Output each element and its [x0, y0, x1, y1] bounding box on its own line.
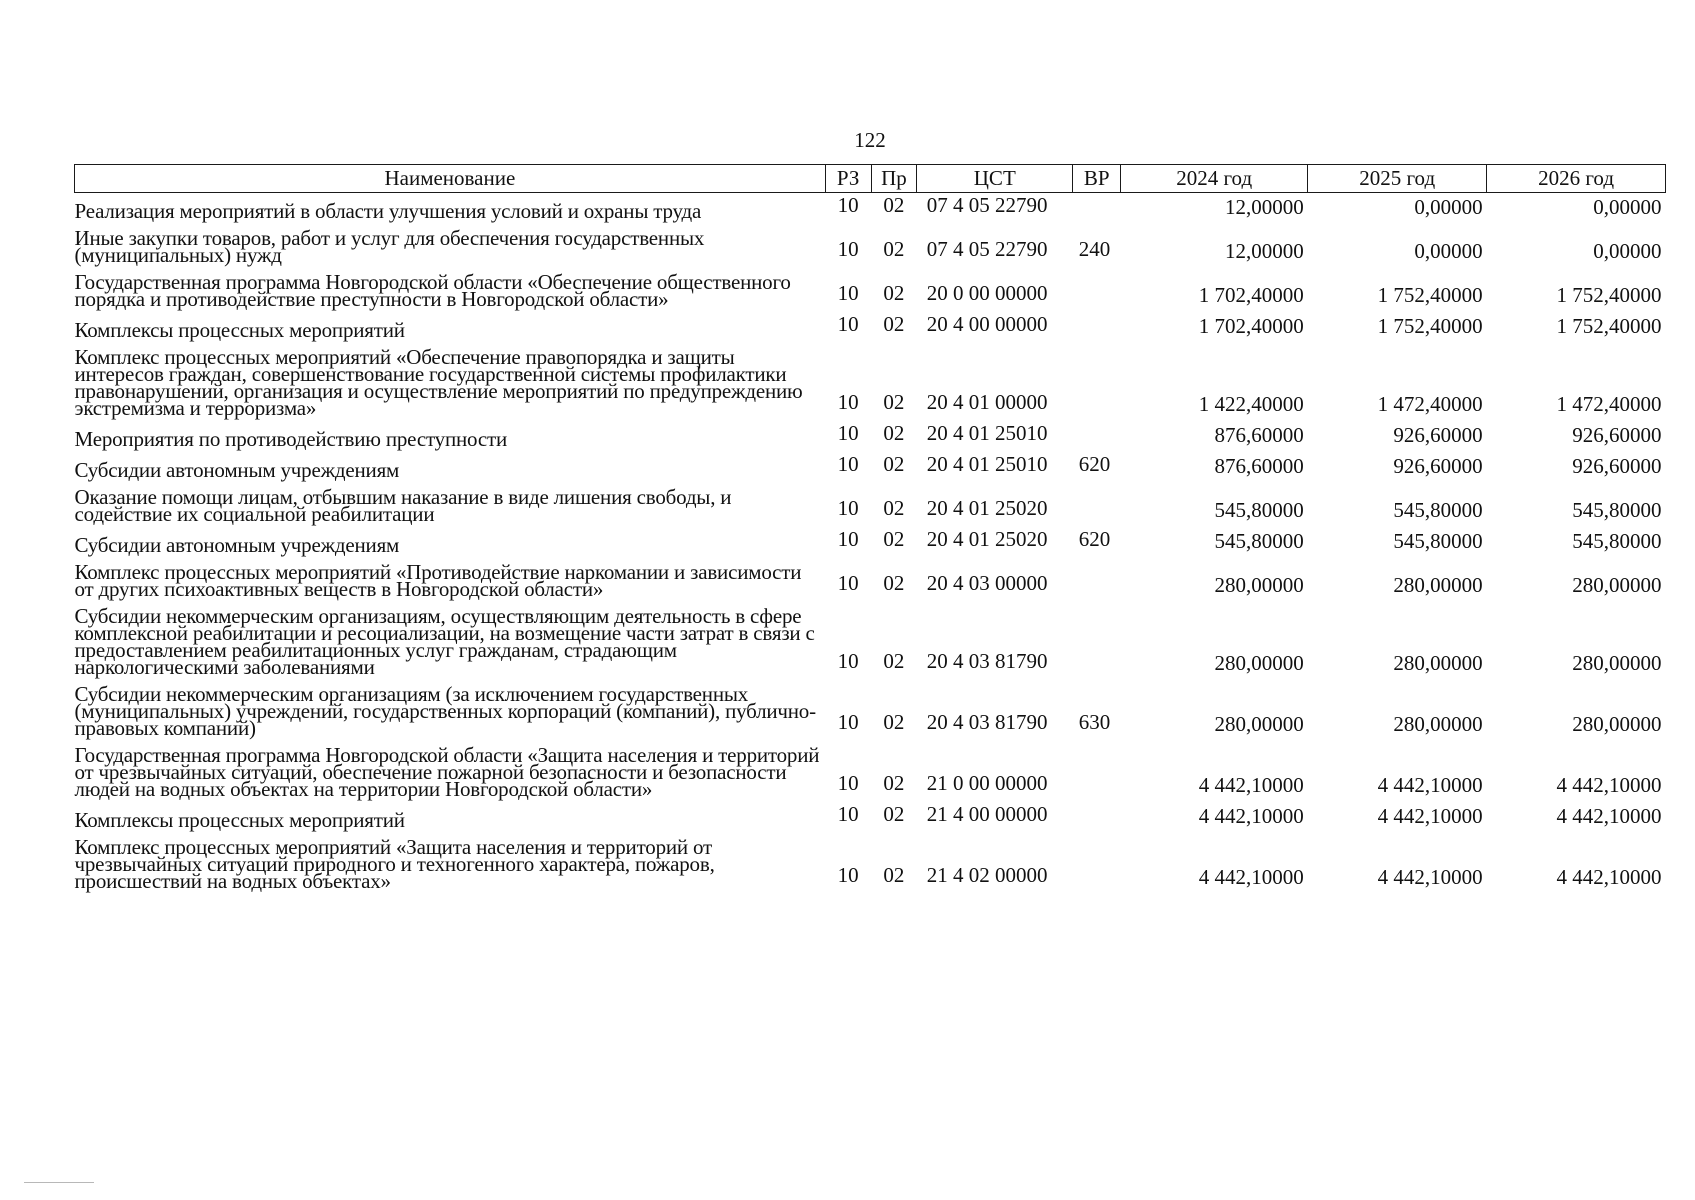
header-vr: ВР	[1073, 165, 1121, 193]
cell-name: Государственная программа Новгородской области «Защита населения и территорий от чрезвычайных ситуаций, обеспечение пожарной безопасности и безопасности людей на водных объектах на территории Новгородской области»	[74, 743, 820, 801]
cell-name: Реализация мероприятий в области улучшения условий и охраны труда	[74, 199, 702, 223]
cell-2024: 12,00000	[1225, 239, 1304, 263]
cell-name: Субсидии некоммерческим организациям (за исключением государственных (муниципальных) учреждений, государственных корпораций (компаний), публично-правовых компаний)	[74, 682, 816, 740]
cell-vr	[1073, 343, 1121, 421]
cell-2025: 926,60000	[1393, 454, 1483, 478]
cell-vr	[1073, 483, 1121, 527]
scan-artifact-line	[24, 1182, 94, 1183]
table-row	[75, 741, 1666, 802]
table-body	[75, 193, 1666, 895]
cell-cst: 20 4 01 00000	[926, 390, 1048, 414]
cell-name: Субсидии некоммерческим организациям, осуществляющим деятельность в сфере комплексной реабилитации и ресоциализации, на возмещение части затрат в связи с предоставлением реабилитационных услуг гражданам, страдающим наркологическими заболеваниями	[74, 604, 815, 679]
cell-name: Комплексы процессных мероприятий	[74, 318, 405, 342]
cell-2025: 4 442,10000	[1377, 804, 1483, 828]
cell-2025: 1 752,40000	[1377, 314, 1483, 338]
cell-rz: 10	[837, 802, 859, 826]
cell-rz: 10	[837, 710, 859, 734]
cell-vr: 620	[1078, 452, 1111, 476]
cell-2024: 545,80000	[1214, 498, 1304, 522]
cell-name: Иные закупки товаров, работ и услуг для обеспечения государственных (муниципальных) нужд	[74, 226, 705, 267]
cell-vr: 620	[1078, 527, 1111, 551]
cell-pr: 02	[883, 452, 905, 476]
cell-2026: 926,60000	[1572, 423, 1662, 447]
header-pr: Пр	[871, 165, 917, 193]
cell-2025: 545,80000	[1393, 498, 1483, 522]
cell-cst: 20 4 01 25010	[926, 452, 1048, 476]
cell-2024: 4 442,10000	[1198, 865, 1304, 889]
cell-pr: 02	[883, 571, 905, 595]
table-row	[75, 343, 1666, 421]
cell-cst: 21 4 02 00000	[926, 863, 1048, 887]
cell-rz: 10	[837, 496, 859, 520]
table-row	[75, 802, 1666, 833]
header-2024: 2024 год	[1121, 165, 1308, 193]
cell-name: Субсидии автономным учреждениям	[74, 533, 400, 557]
cell-pr: 02	[883, 281, 905, 305]
cell-rz: 10	[837, 421, 859, 445]
cell-cst: 07 4 05 22790	[926, 237, 1048, 261]
cell-2025: 4 442,10000	[1377, 865, 1483, 889]
cell-pr: 02	[883, 802, 905, 826]
cell-2025: 926,60000	[1393, 423, 1483, 447]
cell-vr	[1073, 833, 1121, 894]
table-header	[75, 165, 1666, 193]
cell-pr: 02	[883, 421, 905, 445]
cell-2025: 4 442,10000	[1377, 773, 1483, 797]
table-row	[75, 527, 1666, 558]
cell-rz: 10	[837, 771, 859, 795]
cell-2026: 280,00000	[1572, 651, 1662, 675]
cell-2026: 4 442,10000	[1556, 865, 1662, 889]
cell-pr: 02	[883, 649, 905, 673]
header-cst: ЦСТ	[917, 165, 1073, 193]
cell-pr: 02	[883, 771, 905, 795]
cell-2025: 280,00000	[1393, 712, 1483, 736]
cell-rz: 10	[837, 527, 859, 551]
cell-cst: 20 4 03 81790	[926, 710, 1048, 734]
cell-pr: 02	[883, 527, 905, 551]
cell-2026: 545,80000	[1572, 529, 1662, 553]
cell-2024: 1 702,40000	[1198, 283, 1304, 307]
cell-pr: 02	[883, 710, 905, 734]
cell-cst: 20 4 01 25020	[926, 496, 1048, 520]
cell-vr	[1073, 602, 1121, 680]
cell-name: Комплекс процессных мероприятий «Защита населения и территорий от чрезвычайных ситуаций природного и техногенного характера, пожаров, происшествий на водных объектах»	[74, 835, 715, 893]
cell-cst: 20 0 00 00000	[926, 281, 1048, 305]
cell-2026: 545,80000	[1572, 498, 1662, 522]
cell-2024: 4 442,10000	[1198, 804, 1304, 828]
table-row	[75, 680, 1666, 741]
cell-name: Государственная программа Новгородской области «Обеспечение общественного порядка и противодействие преступности в Новгородской области»	[74, 270, 791, 311]
table-row	[75, 421, 1666, 452]
table-row	[75, 558, 1666, 602]
cell-2025: 280,00000	[1393, 651, 1483, 675]
cell-2025: 0,00000	[1414, 239, 1483, 263]
cell-rz: 10	[837, 571, 859, 595]
cell-rz: 10	[837, 281, 859, 305]
cell-rz: 10	[837, 452, 859, 476]
cell-name: Мероприятия по противодействию преступности	[74, 427, 507, 451]
cell-vr	[1073, 268, 1121, 312]
cell-2024: 12,00000	[1225, 195, 1304, 219]
table-row	[75, 312, 1666, 343]
cell-2026: 0,00000	[1593, 195, 1662, 219]
cell-rz: 10	[837, 390, 859, 414]
cell-2026: 1 752,40000	[1556, 283, 1662, 307]
cell-2025: 545,80000	[1393, 529, 1483, 553]
cell-name: Комплекс процессных мероприятий «Противодействие наркомании и зависимости от других психоактивных веществ в Новгородской области»	[74, 560, 802, 601]
cell-rz: 10	[837, 649, 859, 673]
cell-2024: 280,00000	[1214, 651, 1304, 675]
cell-rz: 10	[837, 863, 859, 887]
cell-2026: 4 442,10000	[1556, 804, 1662, 828]
cell-pr: 02	[883, 193, 905, 217]
cell-2026: 280,00000	[1572, 712, 1662, 736]
cell-pr: 02	[883, 237, 905, 261]
cell-cst: 07 4 05 22790	[926, 193, 1048, 217]
cell-name: Комплекс процессных мероприятий «Обеспечение правопорядка и защиты интересов граждан, совершенствование государственной системы профилактики правонарушений, организация и осуществление мероприятий по предупреждению экстремизма и терроризма»	[74, 345, 803, 420]
table-row	[75, 193, 1666, 225]
cell-vr	[1073, 312, 1121, 343]
header-2025: 2025 год	[1308, 165, 1487, 193]
cell-2026: 1 472,40000	[1556, 392, 1662, 416]
cell-2024: 1 702,40000	[1198, 314, 1304, 338]
cell-name: Комплексы процессных мероприятий	[74, 808, 405, 832]
cell-rz: 10	[837, 312, 859, 336]
page-number: 122	[854, 128, 886, 152]
cell-2025: 0,00000	[1414, 195, 1483, 219]
cell-pr: 02	[883, 863, 905, 887]
table-row	[75, 483, 1666, 527]
cell-name: Оказание помощи лицам, отбывшим наказание в виде лишения свободы, и содействие их социальной реабилитации	[74, 485, 732, 526]
cell-pr: 02	[883, 390, 905, 414]
cell-rz: 10	[837, 193, 859, 217]
cell-pr: 02	[883, 496, 905, 520]
table-row	[75, 452, 1666, 483]
cell-vr	[1073, 558, 1121, 602]
header-2026: 2026 год	[1487, 165, 1666, 193]
header-name: Наименование	[75, 165, 826, 193]
cell-2026: 4 442,10000	[1556, 773, 1662, 797]
cell-2026: 280,00000	[1572, 573, 1662, 597]
cell-cst: 20 4 03 00000	[926, 571, 1048, 595]
cell-2024: 4 442,10000	[1198, 773, 1304, 797]
cell-cst: 20 4 01 25010	[926, 421, 1048, 445]
cell-2024: 876,60000	[1214, 423, 1304, 447]
cell-2024: 280,00000	[1214, 712, 1304, 736]
cell-2024: 1 422,40000	[1198, 392, 1304, 416]
cell-pr: 02	[883, 312, 905, 336]
cell-2025: 280,00000	[1393, 573, 1483, 597]
table-row	[75, 224, 1666, 268]
cell-vr	[1073, 193, 1121, 225]
header-rz: РЗ	[825, 165, 871, 193]
cell-cst: 20 4 00 00000	[926, 312, 1048, 336]
cell-name: Субсидии автономным учреждениям	[74, 458, 400, 482]
cell-cst: 20 4 01 25020	[926, 527, 1048, 551]
cell-vr	[1073, 741, 1121, 802]
cell-2024: 280,00000	[1214, 573, 1304, 597]
cell-2025: 1 752,40000	[1377, 283, 1483, 307]
cell-vr: 630	[1078, 710, 1111, 734]
cell-rz: 10	[837, 237, 859, 261]
cell-2026: 926,60000	[1572, 454, 1662, 478]
cell-cst: 21 0 00 00000	[926, 771, 1048, 795]
cell-cst: 20 4 03 81790	[926, 649, 1048, 673]
cell-vr: 240	[1078, 237, 1111, 261]
cell-cst: 21 4 00 00000	[926, 802, 1048, 826]
cell-vr	[1073, 421, 1121, 452]
table-row	[75, 268, 1666, 312]
table-row	[75, 602, 1666, 680]
cell-2026: 0,00000	[1593, 239, 1662, 263]
cell-2024: 876,60000	[1214, 454, 1304, 478]
cell-2025: 1 472,40000	[1377, 392, 1483, 416]
table-row	[75, 833, 1666, 894]
cell-vr	[1073, 802, 1121, 833]
cell-2026: 1 752,40000	[1556, 314, 1662, 338]
budget-table	[74, 164, 1666, 894]
cell-2024: 545,80000	[1214, 529, 1304, 553]
header-row	[75, 165, 1666, 193]
